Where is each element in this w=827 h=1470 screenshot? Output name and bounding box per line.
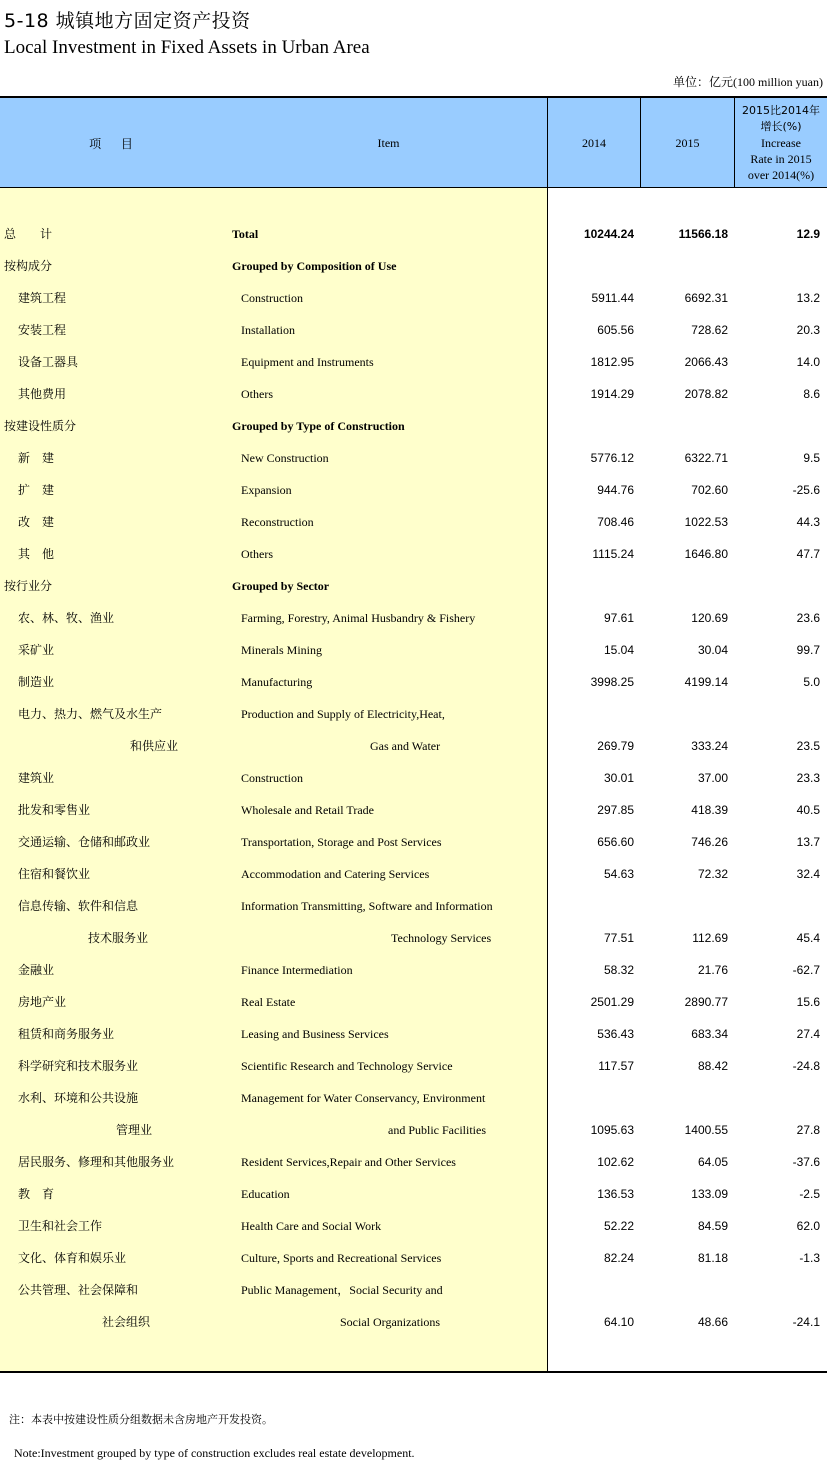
table-row xyxy=(0,442,827,474)
table-row xyxy=(0,1146,827,1178)
row-label-en: Management for Water Conservancy, Environment xyxy=(241,1091,486,1105)
row-label-en: Production and Supply of Electricity,Heat, xyxy=(241,707,445,721)
row-label-cn: 租赁和商务服务业 xyxy=(18,1027,115,1041)
header-item-en: Item xyxy=(377,135,400,150)
value-2014: 944.76 xyxy=(597,483,634,497)
value-2014: 1095.63 xyxy=(590,1123,634,1137)
value-growth: 8.6 xyxy=(803,387,820,401)
row-label-cn: 社会组织 xyxy=(102,1315,151,1329)
table-row xyxy=(0,954,827,986)
row-label-cn: 科学研究和技术服务业 xyxy=(18,1059,139,1073)
value-2015: 1400.55 xyxy=(684,1123,728,1137)
value-2014: 58.32 xyxy=(603,963,634,977)
row-label-en: Education xyxy=(241,1187,290,1201)
value-growth: 23.5 xyxy=(796,739,820,753)
value-growth: 20.3 xyxy=(796,323,820,337)
table-row xyxy=(0,858,827,890)
investment-table xyxy=(0,96,827,1373)
value-2015: 702.60 xyxy=(691,483,728,497)
table-row xyxy=(0,698,827,730)
row-label-en: Manufacturing xyxy=(241,675,313,689)
row-label-cn: 建筑工程 xyxy=(18,291,67,305)
header-growth-en3: over 2014(%) xyxy=(747,168,815,182)
value-2015: 333.24 xyxy=(691,739,728,753)
unit-label xyxy=(673,73,823,90)
value-2015: 72.32 xyxy=(697,867,728,881)
value-growth: -2.5 xyxy=(799,1187,820,1201)
value-growth: 62.0 xyxy=(796,1219,820,1233)
row-label-en: Finance Intermediation xyxy=(241,963,353,977)
value-2014: 297.85 xyxy=(597,803,634,817)
row-label-cn: 住宿和餐饮业 xyxy=(18,867,91,881)
row-label-cn: 按行业分 xyxy=(4,579,53,593)
value-2014: 30.01 xyxy=(603,771,634,785)
value-growth: 40.5 xyxy=(796,803,820,817)
value-growth: 12.9 xyxy=(796,227,820,241)
row-label-cn: 其 他 xyxy=(18,547,55,561)
table-row xyxy=(0,1210,827,1242)
row-label-en: Transportation, Storage and Post Services xyxy=(241,835,442,849)
table-row xyxy=(0,1274,827,1306)
row-label-cn: 采矿业 xyxy=(18,643,55,657)
row-label-en: Resident Services,Repair and Other Services xyxy=(241,1155,456,1169)
value-2014: 10244.24 xyxy=(583,227,634,241)
row-label-cn: 房地产业 xyxy=(18,995,67,1009)
row-label-cn: 新 建 xyxy=(18,451,55,465)
table-row xyxy=(0,986,827,1018)
value-2015: 746.26 xyxy=(691,835,728,849)
value-2015: 683.34 xyxy=(691,1027,728,1041)
row-label-cn: 文化、体育和娱乐业 xyxy=(18,1251,127,1265)
row-label-en: Leasing and Business Services xyxy=(241,1027,389,1041)
row-label-cn: 制造业 xyxy=(18,675,55,689)
row-label-cn: 居民服务、修理和其他服务业 xyxy=(18,1155,175,1169)
unit-label-en: (100 million yuan) xyxy=(733,75,823,89)
value-2015: 133.09 xyxy=(691,1187,728,1201)
table-row xyxy=(0,890,827,922)
table-row xyxy=(0,1018,827,1050)
footnote-en: Note:Investment grouped by type of construction excludes real estate development. xyxy=(14,1446,415,1460)
header-growth xyxy=(735,98,827,188)
header-growth-cn1: 2015比2014年 xyxy=(742,104,820,117)
row-label-en: Farming, Forestry, Animal Husbandry & Fishery xyxy=(241,611,476,625)
row-label-cn: 其他费用 xyxy=(18,387,67,401)
value-growth: 13.2 xyxy=(796,291,820,305)
value-growth: 32.4 xyxy=(796,867,820,881)
row-label-cn: 按构成分 xyxy=(4,259,53,273)
row-label-en: Culture, Sports and Recreational Services xyxy=(241,1251,442,1265)
value-2014: 102.62 xyxy=(597,1155,634,1169)
table-row xyxy=(0,346,827,378)
page-title-cn: 5-18 城镇地方固定资产投资 xyxy=(4,10,251,32)
value-growth: 99.7 xyxy=(796,643,820,657)
value-2015: 112.69 xyxy=(692,931,728,945)
row-label-cn: 扩 建 xyxy=(18,483,55,497)
column-divider-1 xyxy=(547,96,548,1371)
value-2015: 6322.71 xyxy=(684,451,728,465)
row-label-cn: 和供应业 xyxy=(130,739,179,753)
row-label-en: Grouped by Sector xyxy=(232,579,330,593)
table-row xyxy=(0,794,827,826)
value-2015: 728.62 xyxy=(691,323,728,337)
value-growth: -1.3 xyxy=(799,1251,820,1265)
row-label-cn: 电力、热力、燃气及水生产 xyxy=(18,707,163,721)
row-label-cn: 农、林、牧、渔业 xyxy=(18,611,115,625)
table-row xyxy=(0,730,827,762)
row-label-en: Construction xyxy=(241,291,303,305)
value-growth: 27.4 xyxy=(796,1027,820,1041)
row-label-en: and Public Facilities xyxy=(388,1123,486,1137)
table-row xyxy=(0,506,827,538)
row-label-en: Reconstruction xyxy=(241,515,314,529)
row-label-en: Real Estate xyxy=(241,995,296,1009)
table-row xyxy=(0,570,827,602)
row-label-en: Information Transmitting, Software and Information xyxy=(241,899,493,913)
table-row xyxy=(0,314,827,346)
table-row xyxy=(0,922,827,954)
row-label-en: Expansion xyxy=(241,483,292,497)
table-row xyxy=(0,666,827,698)
value-2015: 64.05 xyxy=(697,1155,728,1169)
row-label-cn: 改 建 xyxy=(18,515,55,529)
table-row xyxy=(0,634,827,666)
value-2015: 2066.43 xyxy=(684,355,728,369)
value-2015: 1022.53 xyxy=(684,515,728,529)
row-label-en: New Construction xyxy=(241,451,329,465)
table-row xyxy=(0,1178,827,1210)
value-2014: 1914.29 xyxy=(590,387,634,401)
value-2015: 418.39 xyxy=(691,803,728,817)
row-label-en: Equipment and Instruments xyxy=(241,355,374,369)
table-row xyxy=(0,602,827,634)
value-2014: 2501.29 xyxy=(590,995,634,1009)
row-label-cn: 按建设性质分 xyxy=(4,419,77,433)
row-label-cn: 公共管理、社会保障和 xyxy=(18,1283,139,1297)
value-2014: 77.51 xyxy=(603,931,634,945)
value-2015: 2890.77 xyxy=(684,995,728,1009)
row-label-cn: 金融业 xyxy=(18,963,55,977)
table-row xyxy=(0,282,827,314)
value-2014: 5776.12 xyxy=(590,451,634,465)
table-header xyxy=(0,96,827,188)
row-label-en: Construction xyxy=(241,771,303,785)
value-2015: 81.18 xyxy=(697,1251,728,1265)
column-divider-3 xyxy=(734,96,735,188)
value-growth: 9.5 xyxy=(803,451,820,465)
table-row xyxy=(0,1242,827,1274)
value-growth: 13.7 xyxy=(796,835,820,849)
value-2014: 136.53 xyxy=(597,1187,634,1201)
table-row xyxy=(0,538,827,570)
row-label-cn: 管理业 xyxy=(116,1123,153,1137)
table-row xyxy=(0,826,827,858)
value-2014: 1812.95 xyxy=(590,355,634,369)
value-2014: 605.56 xyxy=(597,323,634,337)
table-row xyxy=(0,1082,827,1114)
row-label-cn: 信息传输、软件和信息 xyxy=(18,899,139,913)
value-2014: 64.10 xyxy=(603,1315,634,1329)
header-growth-en1: Increase xyxy=(761,136,801,150)
unit-label-cn: 单位：亿元 xyxy=(672,75,733,89)
value-growth: -62.7 xyxy=(792,963,820,977)
value-2014: 15.04 xyxy=(603,643,634,657)
row-label-cn: 交通运输、仓储和邮政业 xyxy=(18,835,151,849)
value-2014: 1115.24 xyxy=(592,547,634,561)
footnote-cn: 注：本表中按建设性质分组数据未含房地产开发投资。 xyxy=(9,1413,273,1426)
value-2015: 6692.31 xyxy=(684,291,728,305)
value-growth: 27.8 xyxy=(796,1123,820,1137)
row-label-en: Accommodation and Catering Services xyxy=(241,867,430,881)
row-label-en: Grouped by Composition of Use xyxy=(232,259,397,273)
value-2014: 54.63 xyxy=(603,867,634,881)
row-label-en: Installation xyxy=(241,323,295,337)
header-2015: 2015 xyxy=(675,135,700,150)
value-2014: 97.61 xyxy=(603,611,634,625)
value-growth: -24.8 xyxy=(792,1059,820,1073)
value-2015: 30.04 xyxy=(697,643,728,657)
value-2014: 536.43 xyxy=(597,1027,634,1041)
table-row xyxy=(0,762,827,794)
value-2015: 11566.18 xyxy=(678,227,728,241)
row-label-en: Health Care and Social Work xyxy=(241,1219,382,1233)
table-row xyxy=(0,1050,827,1082)
value-2015: 4199.14 xyxy=(684,675,728,689)
row-label-cn: 批发和零售业 xyxy=(18,803,91,817)
row-label-cn: 教 育 xyxy=(18,1187,55,1201)
table-row xyxy=(0,250,827,282)
value-2014: 708.46 xyxy=(597,515,634,529)
value-2015: 21.76 xyxy=(697,963,728,977)
table-row xyxy=(0,1114,827,1146)
page-title-en: Local Investment in Fixed Assets in Urban Area xyxy=(4,37,370,58)
row-label-en: Others xyxy=(241,547,273,561)
value-growth: 45.4 xyxy=(796,931,820,945)
value-2014: 3998.25 xyxy=(590,675,634,689)
value-growth: 5.0 xyxy=(803,675,820,689)
header-item-cn: 项 目 xyxy=(89,136,141,151)
value-growth: 47.7 xyxy=(796,547,820,561)
value-2015: 88.42 xyxy=(697,1059,728,1073)
row-label-en: Technology Services xyxy=(391,931,492,945)
value-growth: -25.6 xyxy=(792,483,820,497)
row-label-en: Gas and Water xyxy=(370,739,441,753)
value-growth: 23.6 xyxy=(796,611,820,625)
row-label-cn: 水利、环境和公共设施 xyxy=(18,1091,139,1105)
row-label-en: Grouped by Type of Construction xyxy=(232,419,405,433)
row-label-en: Others xyxy=(241,387,273,401)
row-label-en: Wholesale and Retail Trade xyxy=(241,803,374,817)
table-row xyxy=(0,410,827,442)
value-2014: 656.60 xyxy=(597,835,634,849)
row-label-cn: 安装工程 xyxy=(18,323,67,337)
value-growth: -37.6 xyxy=(792,1155,820,1169)
header-2014: 2014 xyxy=(582,135,606,150)
value-2014: 82.24 xyxy=(603,1251,634,1265)
value-2015: 37.00 xyxy=(697,771,728,785)
value-2014: 52.22 xyxy=(603,1219,634,1233)
table-row xyxy=(0,218,827,250)
value-growth: 44.3 xyxy=(796,515,820,529)
value-2015: 48.66 xyxy=(697,1315,728,1329)
row-label-cn: 建筑业 xyxy=(18,771,55,785)
row-label-cn: 总 计 xyxy=(4,227,53,241)
row-label-en: Social Organizations xyxy=(340,1315,441,1329)
value-growth: 15.6 xyxy=(796,995,820,1009)
row-label-en: Total xyxy=(232,227,259,241)
row-label-cn: 技术服务业 xyxy=(88,931,149,945)
value-2015: 120.69 xyxy=(691,611,728,625)
header-growth-en2: Rate in 2015 xyxy=(750,152,812,166)
value-2014: 269.79 xyxy=(597,739,634,753)
value-growth: -24.1 xyxy=(792,1315,820,1329)
value-2015: 1646.80 xyxy=(684,547,728,561)
row-label-en: Minerals Mining xyxy=(241,643,322,657)
row-label-en: Scientific Research and Technology Service xyxy=(241,1059,453,1073)
value-growth: 14.0 xyxy=(796,355,820,369)
value-growth: 23.3 xyxy=(796,771,820,785)
column-divider-2 xyxy=(640,96,641,188)
row-label-cn: 设备工器具 xyxy=(18,355,79,369)
value-2015: 84.59 xyxy=(697,1219,728,1233)
header-growth-cn2: 增长(%) xyxy=(760,120,802,133)
value-2014: 117.57 xyxy=(598,1059,634,1073)
row-label-cn: 卫生和社会工作 xyxy=(18,1219,103,1233)
table-row xyxy=(0,1306,827,1338)
table-body xyxy=(0,188,827,1373)
row-label-en: Public Management，Social Security and xyxy=(241,1283,443,1297)
value-2014: 5911.44 xyxy=(591,291,634,305)
table-row xyxy=(0,474,827,506)
value-2015: 2078.82 xyxy=(684,387,728,401)
table-row xyxy=(0,378,827,410)
